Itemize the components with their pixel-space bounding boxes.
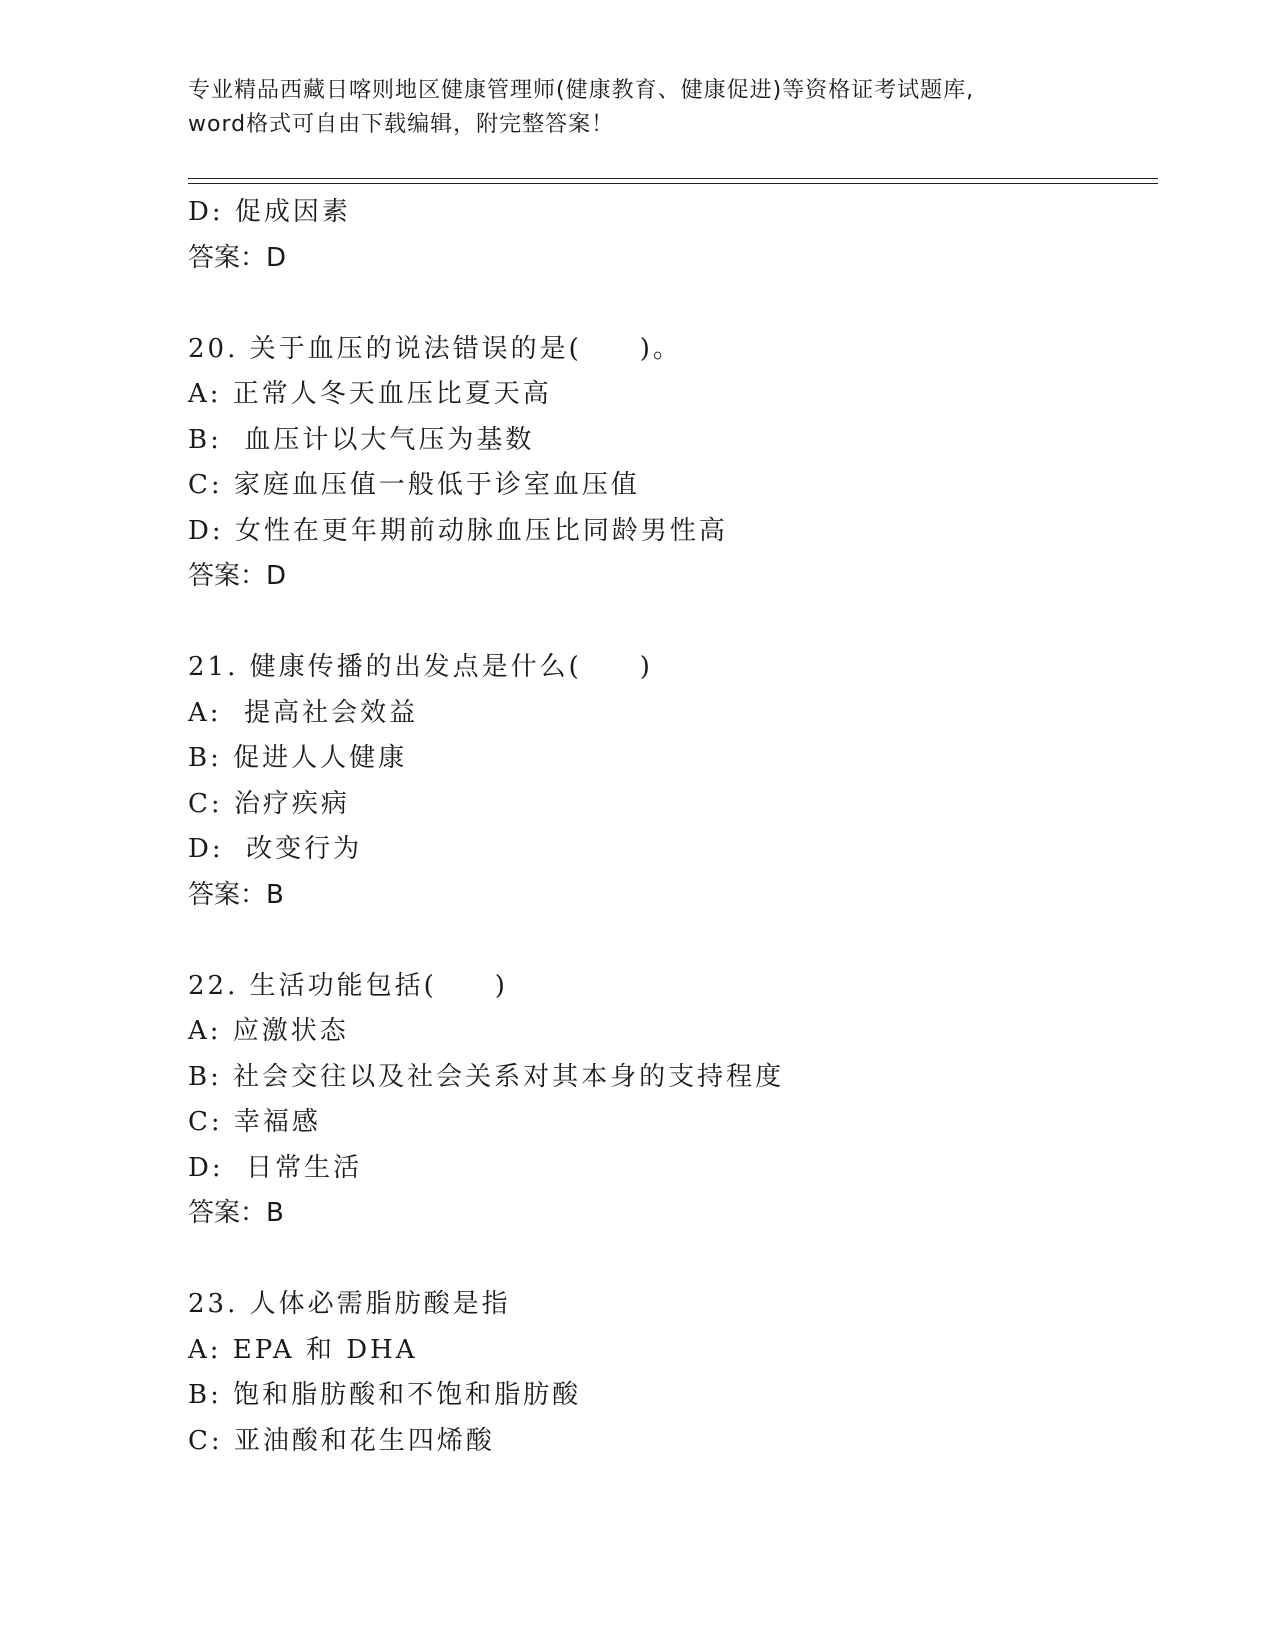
option-c: C: 幸福感	[188, 1107, 321, 1137]
question-21: 21. 健康传播的出发点是什么( )	[188, 652, 653, 682]
question-list	[188, 190, 1168, 1464]
header-rule-bottom	[188, 183, 1158, 184]
spacer	[188, 600, 1168, 646]
option-a: A: EPA 和 DHA	[188, 1334, 418, 1365]
question-20: 20. 关于血压的说法错误的是( )。	[188, 333, 682, 364]
option-c: C: 家庭血压值一般低于诊室血压值	[188, 470, 640, 500]
header-line-1: 专业精品西藏日喀则地区健康管理师(健康教育、健康促进)等资格证考试题库,	[188, 78, 975, 103]
option-b: B: 社会交往以及社会关系对其本身的支持程度	[188, 1061, 785, 1092]
page-header	[188, 74, 1148, 142]
question-22: 22. 生活功能包括( )	[188, 970, 508, 1001]
option-d: D: 日常生活	[188, 1152, 363, 1183]
answer-line: 答案：B	[188, 879, 284, 910]
answer-line: 答案：D	[188, 242, 287, 273]
option-a: A: 提高社会效益	[188, 697, 419, 728]
header-rule-top	[188, 178, 1158, 179]
answer-line: 答案：B	[188, 1198, 284, 1228]
option-d: D: 促成因素	[188, 197, 351, 227]
option-a: A: 应激状态	[188, 1016, 349, 1046]
spacer	[188, 1237, 1168, 1283]
option-a: A: 正常人冬天血压比夏天高	[188, 379, 552, 409]
option-b: B: 血压计以大气压为基数	[188, 424, 535, 455]
header-line-2: word格式可自由下载编辑，附完整答案！	[188, 112, 615, 137]
spacer	[188, 281, 1168, 327]
option-b: B: 饱和脂肪酸和不饱和脂肪酸	[188, 1380, 582, 1410]
question-23: 23. 人体必需脂肪酸是指	[188, 1289, 511, 1319]
spacer	[188, 918, 1168, 964]
option-c: C: 治疗疾病	[188, 788, 350, 819]
option-b: B: 促进人人健康	[188, 743, 408, 773]
option-d: D: 改变行为	[188, 834, 363, 864]
option-c: C: 亚油酸和花生四烯酸	[188, 1425, 495, 1456]
answer-line: 答案：D	[188, 561, 287, 591]
option-d: D: 女性在更年期前动脉血压比同龄男性高	[188, 515, 728, 546]
